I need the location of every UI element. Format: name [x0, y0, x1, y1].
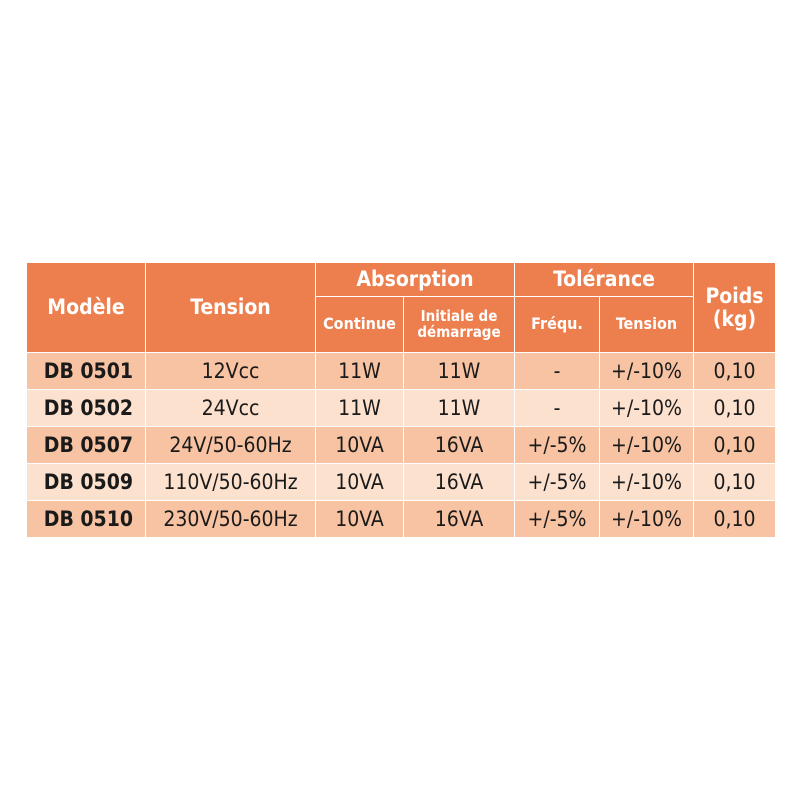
cell-continue: 10VA [316, 501, 404, 538]
table-header [27, 263, 776, 353]
cell-continue: 11W [316, 353, 404, 390]
cell-poids: 0,10 [694, 501, 776, 538]
cell-tol-tension: +/-10% [600, 427, 694, 464]
header-absorption-initiale: Initiale de démarrage [404, 297, 515, 353]
cell-frequ: - [515, 353, 600, 390]
header-absorption: Absorption [316, 263, 515, 297]
cell-initiale: 16VA [404, 464, 515, 501]
cell-tol-tension: +/-10% [600, 464, 694, 501]
header-tension: Tension [146, 263, 316, 353]
cell-frequ: +/-5% [515, 427, 600, 464]
cell-poids: 0,10 [694, 390, 776, 427]
table-body [27, 353, 776, 538]
cell-tension: 24V/50-60Hz [146, 427, 316, 464]
header-tolerance-tension: Tension [600, 297, 694, 353]
cell-model: DB 0501 [27, 353, 146, 390]
cell-model: DB 0507 [27, 427, 146, 464]
cell-tension: 110V/50-60Hz [146, 464, 316, 501]
cell-initiale: 11W [404, 390, 515, 427]
cell-continue: 11W [316, 390, 404, 427]
header-tolerance-frequ: Fréqu. [515, 297, 600, 353]
table-row [27, 464, 776, 501]
cell-continue: 10VA [316, 427, 404, 464]
header-model: Modèle [27, 263, 146, 353]
cell-tension: 230V/50-60Hz [146, 501, 316, 538]
cell-initiale: 16VA [404, 501, 515, 538]
cell-continue: 10VA [316, 464, 404, 501]
spec-table [26, 262, 776, 538]
header-row-top [27, 263, 776, 297]
header-poids: Poids (kg) [694, 263, 776, 353]
table-row [27, 427, 776, 464]
cell-model: DB 0502 [27, 390, 146, 427]
cell-frequ: +/-5% [515, 501, 600, 538]
cell-model: DB 0510 [27, 501, 146, 538]
cell-poids: 0,10 [694, 353, 776, 390]
cell-tension: 24Vcc [146, 390, 316, 427]
cell-poids: 0,10 [694, 464, 776, 501]
table-row [27, 390, 776, 427]
table-row [27, 353, 776, 390]
cell-initiale: 11W [404, 353, 515, 390]
cell-tol-tension: +/-10% [600, 501, 694, 538]
cell-tol-tension: +/-10% [600, 390, 694, 427]
cell-frequ: +/-5% [515, 464, 600, 501]
header-tolerance: Tolérance [515, 263, 694, 297]
cell-model: DB 0509 [27, 464, 146, 501]
header-absorption-continue: Continue [316, 297, 404, 353]
cell-poids: 0,10 [694, 427, 776, 464]
table-row [27, 501, 776, 538]
cell-initiale: 16VA [404, 427, 515, 464]
cell-tol-tension: +/-10% [600, 353, 694, 390]
cell-tension: 12Vcc [146, 353, 316, 390]
cell-frequ: - [515, 390, 600, 427]
